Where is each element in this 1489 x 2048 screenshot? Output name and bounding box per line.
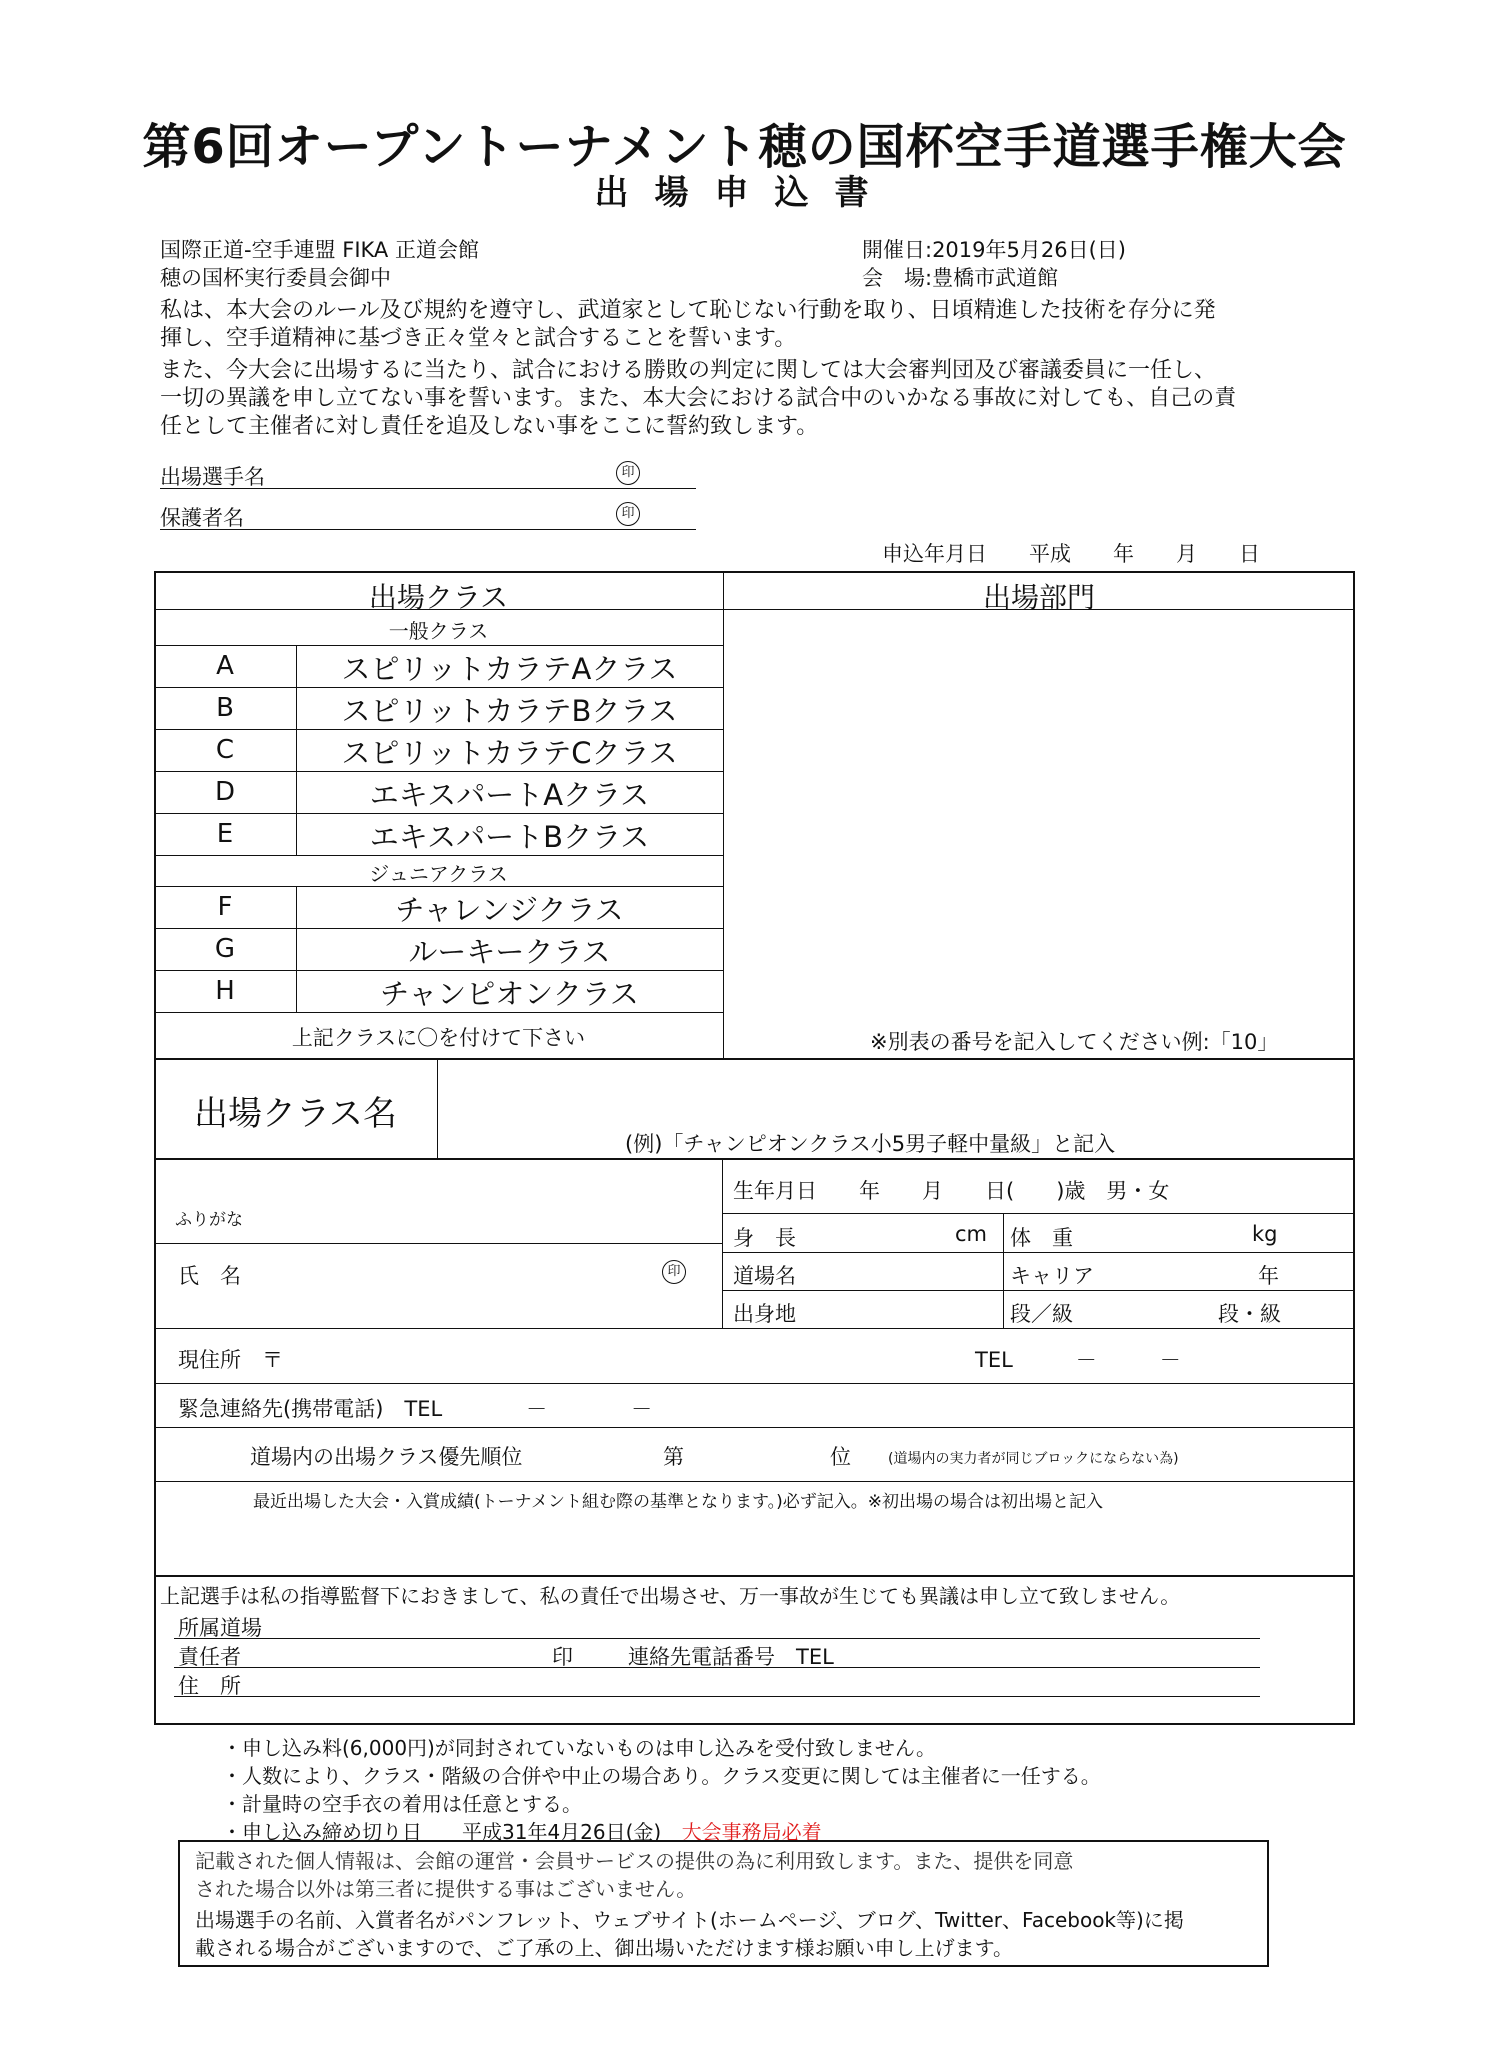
responsible-line[interactable] — [174, 1667, 1260, 1668]
metric-divider — [1003, 1213, 1004, 1328]
emergency-contact[interactable]: 緊急連絡先(携帯電話) TEL － － — [178, 1397, 653, 1421]
athlete-name-line[interactable] — [160, 488, 696, 489]
division-entry-area[interactable] — [723, 611, 1355, 1011]
row-divider — [154, 886, 723, 887]
results-input[interactable] — [160, 1512, 1350, 1572]
note-merge: ・人数により、クラス・階級の合併や中止の場合あり。クラス変更に関しては主催者に一任する。 — [222, 1764, 1101, 1788]
pledge-text: 私は、本大会のルール及び規約を遵守し、武道家として恥じない行動を取り、日頃精進した技術を存分に発 — [160, 298, 1216, 323]
pledge-text: 一切の異議を申し立てない事を誓います。また、本大会における試合中のいかなる事故に対しても、自己の責 — [160, 386, 1237, 411]
dojo-line[interactable] — [174, 1638, 1260, 1639]
class-code[interactable]: A — [216, 651, 234, 681]
class-column-header: 出場クラス — [368, 581, 509, 614]
row-divider — [154, 970, 723, 971]
class-code[interactable]: G — [214, 934, 236, 964]
address-line[interactable] — [174, 1696, 1260, 1697]
class-code[interactable]: E — [216, 819, 234, 849]
seal-mark: 印 — [616, 461, 640, 485]
seal-mark: 印 — [662, 1260, 686, 1284]
class-name[interactable]: スピリットカラテBクラス — [341, 694, 678, 728]
height-label: 身 長 — [733, 1226, 796, 1250]
class-name[interactable]: エキスパートAクラス — [369, 778, 650, 812]
class-code[interactable]: B — [216, 693, 234, 723]
birthplace-label: 出身地 — [733, 1302, 796, 1326]
division-instruction: ※別表の番号を記入してください例:「10」 — [870, 1030, 1279, 1054]
publication-text: 載される場合がございますので、ご了承の上、御出場いただけます様お願い申し上げます。 — [195, 1936, 1013, 1960]
athlete-name-label: 出場選手名 — [160, 465, 265, 489]
name-label: 氏 名 — [178, 1264, 241, 1288]
row-divider — [154, 1427, 1355, 1428]
height-unit: cm — [955, 1222, 988, 1246]
row-divider — [722, 1252, 1355, 1253]
rank-label: 段／級 — [1010, 1302, 1073, 1326]
row-divider — [154, 928, 723, 929]
responsible-person-label: 責任者 — [178, 1645, 241, 1669]
note-fee: ・申し込み料(6,000円)が同封されていないものは申し込みを受付致しません。 — [222, 1736, 937, 1760]
pledge-text: また、今大会に出場するに当たり、試合における勝敗の判定に関しては大会審判団及び審議委員に一任し、 — [160, 358, 1217, 383]
class-name-input[interactable] — [440, 1062, 1352, 1122]
row-divider — [722, 1290, 1355, 1291]
supervisor-statement: 上記選手は私の指導監督下におきまして、私の責任で出場させ、万一事故が生じても異議は申し立て致しません。 — [160, 1584, 1181, 1608]
row-divider — [154, 813, 723, 814]
event-venue: 会 場:豊橋市武道館 — [862, 266, 1059, 290]
class-code[interactable]: F — [217, 892, 233, 922]
class-name-divider — [437, 1058, 438, 1160]
deadline-emphasis: 大会事務局必着 — [681, 1820, 822, 1844]
priority-label: 道場内の出場クラス優先順位 — [250, 1445, 523, 1469]
addressee-line: 穂の国杯実行委員会御中 — [160, 266, 391, 290]
publication-text: 出場選手の名前、入賞者名がパンフレット、ウェブサイト(ホームページ、ブログ、Twitter、Facebook等)に掲 — [195, 1908, 1184, 1932]
priority-note: (道場内の実力者が同じブロックにならない為) — [888, 1451, 1179, 1467]
organizer-line: 国際正道-空手連盟 FIKA 正道会館 — [160, 238, 479, 262]
career-unit: 年 — [1258, 1264, 1279, 1288]
row-divider — [154, 1383, 1355, 1384]
personal-divider — [722, 1158, 723, 1328]
row-divider — [722, 1213, 1355, 1214]
seal-label: 印 — [552, 1645, 573, 1669]
privacy-text: された場合以外は第三者に提供する事はございません。 — [195, 1877, 697, 1901]
class-name[interactable]: エキスパートBクラス — [369, 820, 650, 854]
general-class-label: 一般クラス — [388, 619, 489, 643]
row-divider — [154, 729, 723, 730]
priority-suffix: 位 — [830, 1445, 851, 1469]
class-name[interactable]: チャンピオンクラス — [380, 977, 639, 1011]
class-name-example: (例)「チャンピオンクラス小5男子軽中量級」と記入 — [625, 1132, 1116, 1156]
junior-class-label: ジュニアクラス — [369, 862, 508, 886]
row-divider — [154, 687, 723, 688]
row-divider — [154, 645, 723, 646]
circle-instruction: 上記クラスに〇を付けて下さい — [291, 1026, 586, 1050]
form-subtitle: 出場申込書 — [594, 173, 895, 213]
address-tel[interactable]: TEL － － — [975, 1348, 1181, 1372]
note-uniform: ・計量時の空手衣の着用は任意とする。 — [222, 1792, 582, 1816]
furigana-divider — [154, 1243, 722, 1244]
weight-unit: kg — [1252, 1222, 1278, 1246]
class-name[interactable]: スピリットカラテCクラス — [341, 736, 678, 770]
birthdate-field[interactable]: 生年月日 年 月 日( )歳 男・女 — [733, 1179, 1170, 1203]
event-date: 開催日:2019年5月26日(日) — [862, 238, 1126, 262]
row-divider — [154, 855, 723, 856]
division-column-header: 出場部門 — [982, 581, 1095, 614]
guardian-name-line[interactable] — [160, 529, 696, 530]
supervisor-address-label: 住 所 — [178, 1674, 241, 1698]
rank-unit: 段・級 — [1218, 1302, 1281, 1326]
class-name-label: 出場クラス名 — [194, 1094, 397, 1134]
affiliated-dojo-label: 所属道場 — [178, 1616, 262, 1640]
row-divider — [154, 1328, 1355, 1329]
career-label: キャリア — [1010, 1264, 1094, 1288]
contact-phone-label: 連絡先電話番号 TEL — [628, 1645, 834, 1669]
pledge-text: 揮し、空手道精神に基づき正々堂々と試合することを誓います。 — [160, 326, 797, 351]
furigana-label: ふりがな — [175, 1210, 243, 1230]
form-title: 第6回オープントーナメント穂の国杯空手道選手権大会 — [142, 119, 1347, 175]
class-code[interactable]: H — [215, 976, 235, 1006]
dojo-name-label: 道場名 — [733, 1264, 796, 1288]
privacy-text: 記載された個人情報は、会館の運営・会員サービスの提供の為に利用致します。また、提供を同意 — [195, 1849, 1074, 1873]
class-name[interactable]: チャレンジクラス — [395, 893, 624, 927]
weight-label: 体 重 — [1010, 1226, 1073, 1250]
class-name[interactable]: ルーキークラス — [408, 935, 611, 969]
class-name[interactable]: スピリットカラテAクラス — [341, 652, 678, 686]
row-divider — [154, 771, 723, 772]
pledge-text: 任として主催者に対し責任を追及しない事をここに誓約致します。 — [160, 414, 819, 439]
row-divider — [154, 1012, 723, 1013]
guardian-name-label: 保護者名 — [160, 506, 244, 530]
application-date[interactable]: 申込年月日 平成 年 月 日 — [882, 542, 1260, 566]
row-divider — [154, 1481, 1355, 1482]
priority-prefix: 第 — [663, 1445, 684, 1469]
class-code[interactable]: C — [215, 735, 235, 765]
deadline-text: ・申し込み締め切り日 平成31年4月26日(金) — [222, 1820, 662, 1844]
class-code[interactable]: D — [214, 777, 236, 807]
seal-mark: 印 — [616, 502, 640, 526]
results-note: 最近出場した大会・入賞成績(トーナメント組む際の基準となります。)必ず記入。※初出場の場合は初出場と記入 — [253, 1492, 1103, 1512]
address-label[interactable]: 現住所 〒 — [178, 1348, 283, 1372]
